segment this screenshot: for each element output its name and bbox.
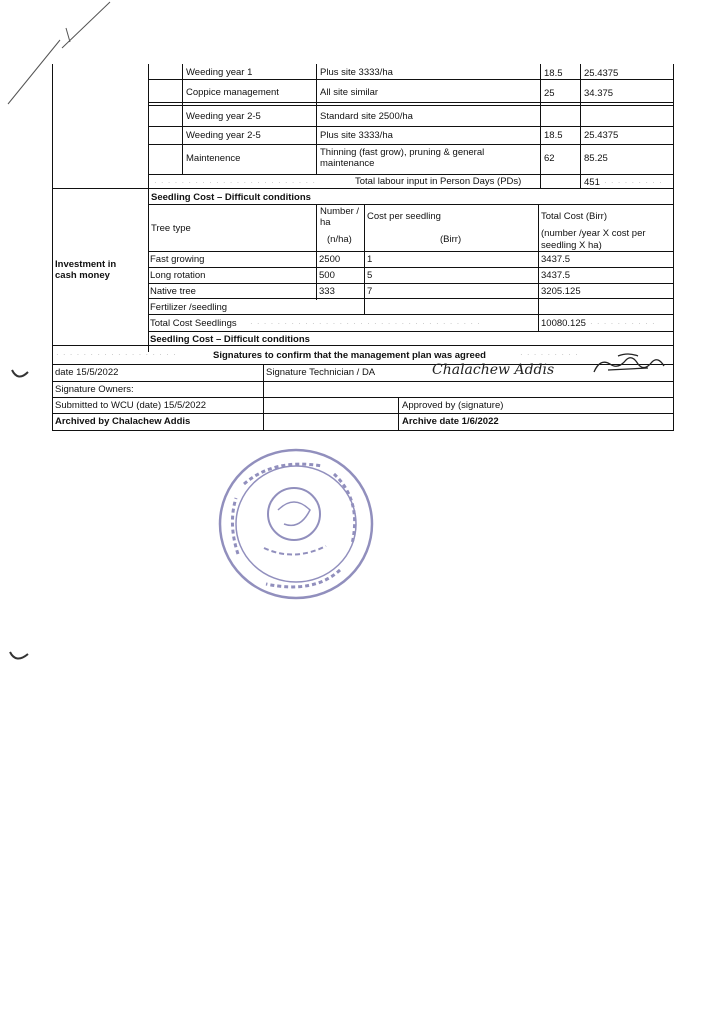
seedling-total: 3437.5 xyxy=(541,254,571,265)
seedling-number: 333 xyxy=(319,286,335,297)
archive-date-label: Archive date 1/6/2022 xyxy=(402,416,499,427)
row-activity: Weeding year 2-5 xyxy=(186,130,261,141)
row-site: Plus site 3333/ha xyxy=(320,130,393,141)
row-site: Standard site 2500/ha xyxy=(320,111,413,122)
signatures-heading: Signatures to confirm that the management plan was agreed xyxy=(213,350,486,361)
header-total-formula: (number /year X cost per xyxy=(541,228,646,239)
row-cost: 25.4375 xyxy=(584,130,619,141)
total-labour-label: Total labour input in Person Days (PDs) xyxy=(355,176,522,187)
seedling-cost: 1 xyxy=(367,254,373,265)
row-activity: Weeding year 1 xyxy=(186,67,253,78)
approved-label: Approved by (signature) xyxy=(402,400,504,411)
seedling-cost: 7 xyxy=(367,286,373,297)
header-cost-unit: (Birr) xyxy=(440,234,462,245)
total-labour-value: 451 xyxy=(584,177,600,188)
seedling-footer-title: Seedling Cost – Difficult conditions xyxy=(150,334,310,345)
total-seedlings-value: 10080.125 xyxy=(541,318,586,329)
seedling-type: Native tree xyxy=(150,286,196,297)
header-cost-per-seedling: Cost per seedling xyxy=(367,211,441,222)
header-total-cost: Total Cost (Birr) xyxy=(541,211,607,222)
row-cost: 85.25 xyxy=(584,153,608,164)
seedling-type: Fertilizer /seedling xyxy=(150,302,228,313)
seedling-type: Long rotation xyxy=(150,270,206,281)
row-pd: 62 xyxy=(544,153,555,164)
header-total-formula: seedling X ha) xyxy=(541,240,602,251)
signature-owners-label: Signature Owners: xyxy=(55,384,134,395)
investment-label: Investment in xyxy=(55,259,117,270)
submitted-label: Submitted to WCU (date) 15/5/2022 xyxy=(55,400,207,411)
header-tree-type: Tree type xyxy=(151,223,191,234)
header-number: ha xyxy=(320,217,331,228)
technician-handwritten-signature: Chalachew Addis xyxy=(432,362,555,378)
scan-noise: · · · · · · · · · · · · · · · · · · xyxy=(56,350,177,359)
seedling-total: 3205.125 xyxy=(541,286,581,297)
header-number-unit: (n/ha) xyxy=(327,234,352,245)
row-activity: Maintenence xyxy=(186,153,241,164)
row-site: maintenance xyxy=(320,158,375,169)
row-cost: 34.375 xyxy=(584,88,614,99)
row-pd: 18.5 xyxy=(544,130,563,141)
scan-mark-diagonal xyxy=(0,0,130,130)
signature-date: date 15/5/2022 xyxy=(55,367,119,378)
scan-noise: · · · · · · · · · xyxy=(520,350,579,359)
row-activity: Weeding year 2-5 xyxy=(186,111,261,122)
row-pd: 18.5 xyxy=(544,68,563,79)
row-site: Thinning (fast grow), pruning & general xyxy=(320,147,485,158)
technician-initials-signature xyxy=(588,350,668,382)
archived-by-label: Archived by Chalachew Addis xyxy=(55,416,191,427)
hole-punch-mark xyxy=(8,646,32,666)
row-cost: 25.4375 xyxy=(584,68,619,79)
header-number: Number / xyxy=(320,206,360,217)
seedling-cost: 5 xyxy=(367,270,373,281)
total-seedlings-label: Total Cost Seedlings xyxy=(150,318,237,329)
row-site: All site similar xyxy=(320,87,379,98)
seedling-type: Fast growing xyxy=(150,254,205,265)
row-activity: Coppice management xyxy=(186,87,279,98)
scan-noise: · · · · · · · · · · xyxy=(590,319,656,328)
seedling-section-title: Seedling Cost – Difficult conditions xyxy=(151,192,311,203)
scan-noise: · · · · · · · · · · · · · · · · · · · · · · · · · · · · · · · · · · xyxy=(250,319,481,328)
seedling-number: 2500 xyxy=(319,254,341,265)
seedling-number: 500 xyxy=(319,270,335,281)
row-site: Plus site 3333/ha xyxy=(320,67,393,78)
hole-punch-mark xyxy=(10,364,32,384)
signature-technician-label: Signature Technician / DA xyxy=(266,367,376,378)
seedling-total: 3437.5 xyxy=(541,270,571,281)
investment-label: cash money xyxy=(55,270,110,281)
scan-noise: · · · · · · · · · · · · · · · · · · · · · · · · xyxy=(154,178,317,187)
row-pd: 25 xyxy=(544,88,555,99)
official-stamp xyxy=(214,444,378,604)
scan-noise: · · · · · · · · · xyxy=(604,178,663,187)
